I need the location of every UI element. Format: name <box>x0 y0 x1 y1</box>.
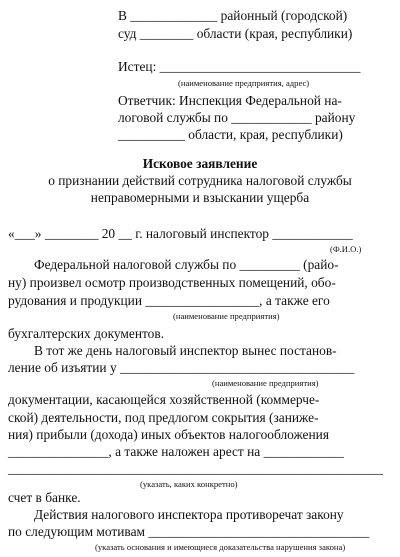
fio-caption: (Ф.И.О.) <box>330 244 362 254</box>
paragraph-2-line-3: документации, касающейся хозяйственной (коммерче- <box>8 392 320 407</box>
paragraph-3-line-2: по следующим мотивам _________________________________ <box>8 524 370 539</box>
paragraph-1-line-3: рудования и продукции _________________, а также его <box>8 293 330 308</box>
date-line: «___» ________ 20 __ г. налоговый инспектор ____________ <box>8 226 353 241</box>
plaintiff-caption: (наименование предприятия, адрес) <box>178 78 310 88</box>
paragraph-2-line-8: счет в банке. <box>8 490 81 505</box>
paragraph-1-line-1: Федеральной налоговой службы по _________ (райо- <box>34 257 339 272</box>
paragraph-3-line-1: Действия налогового инспектора противоречат закону <box>34 507 344 522</box>
respondent-line-2: логовой службы по ____________ району <box>118 110 356 125</box>
paragraph-1-line-4: бухгалтерских документов. <box>8 326 165 341</box>
paragraph-1-line-2: ну) произвел осмотр производственных помещений, обо- <box>8 275 336 290</box>
grounds-caption: (указать основания и имеющиеся доказательства нарушения закона) <box>95 542 346 552</box>
court-line: В _____________ районный (городской) <box>118 8 348 23</box>
respondent-line-1: Ответчик: Инспекция Федеральной на- <box>118 93 342 108</box>
enterprise-caption-1: (наименование предприятия) <box>173 311 280 321</box>
paragraph-2-line-7: ________________________________________________________ <box>8 461 383 476</box>
paragraph-2-line-5: ния) прибыли (дохода) иных объектов налогообложения <box>8 427 329 442</box>
specify-caption: (указать, каких конкретно) <box>140 479 238 489</box>
enterprise-caption-2: (наименование предприятия) <box>212 378 319 388</box>
court-region-line: суд ________ области (края, республики) <box>118 26 353 41</box>
paragraph-2-line-1: В тот же день налоговый инспектор вынес постанов- <box>34 343 337 358</box>
paragraph-2-line-2: ление об изъятии у ___________________________________ <box>8 360 355 375</box>
paragraph-2-line-4: ской) деятельности, под предлогом сокрытия (заниже- <box>8 410 319 425</box>
plaintiff-line: Истец: ______________________________ <box>118 59 361 74</box>
document-subtitle-1: о признании действий сотрудника налоговой службы <box>48 173 352 188</box>
document-title: Исковое заявление <box>142 156 258 171</box>
document-subtitle-2: неправомерными и взыскании ущерба <box>90 190 310 205</box>
paragraph-2-line-6: _______________, а также наложен арест на ____________ <box>8 444 344 459</box>
respondent-line-3: __________ области, края, республики) <box>118 127 343 142</box>
